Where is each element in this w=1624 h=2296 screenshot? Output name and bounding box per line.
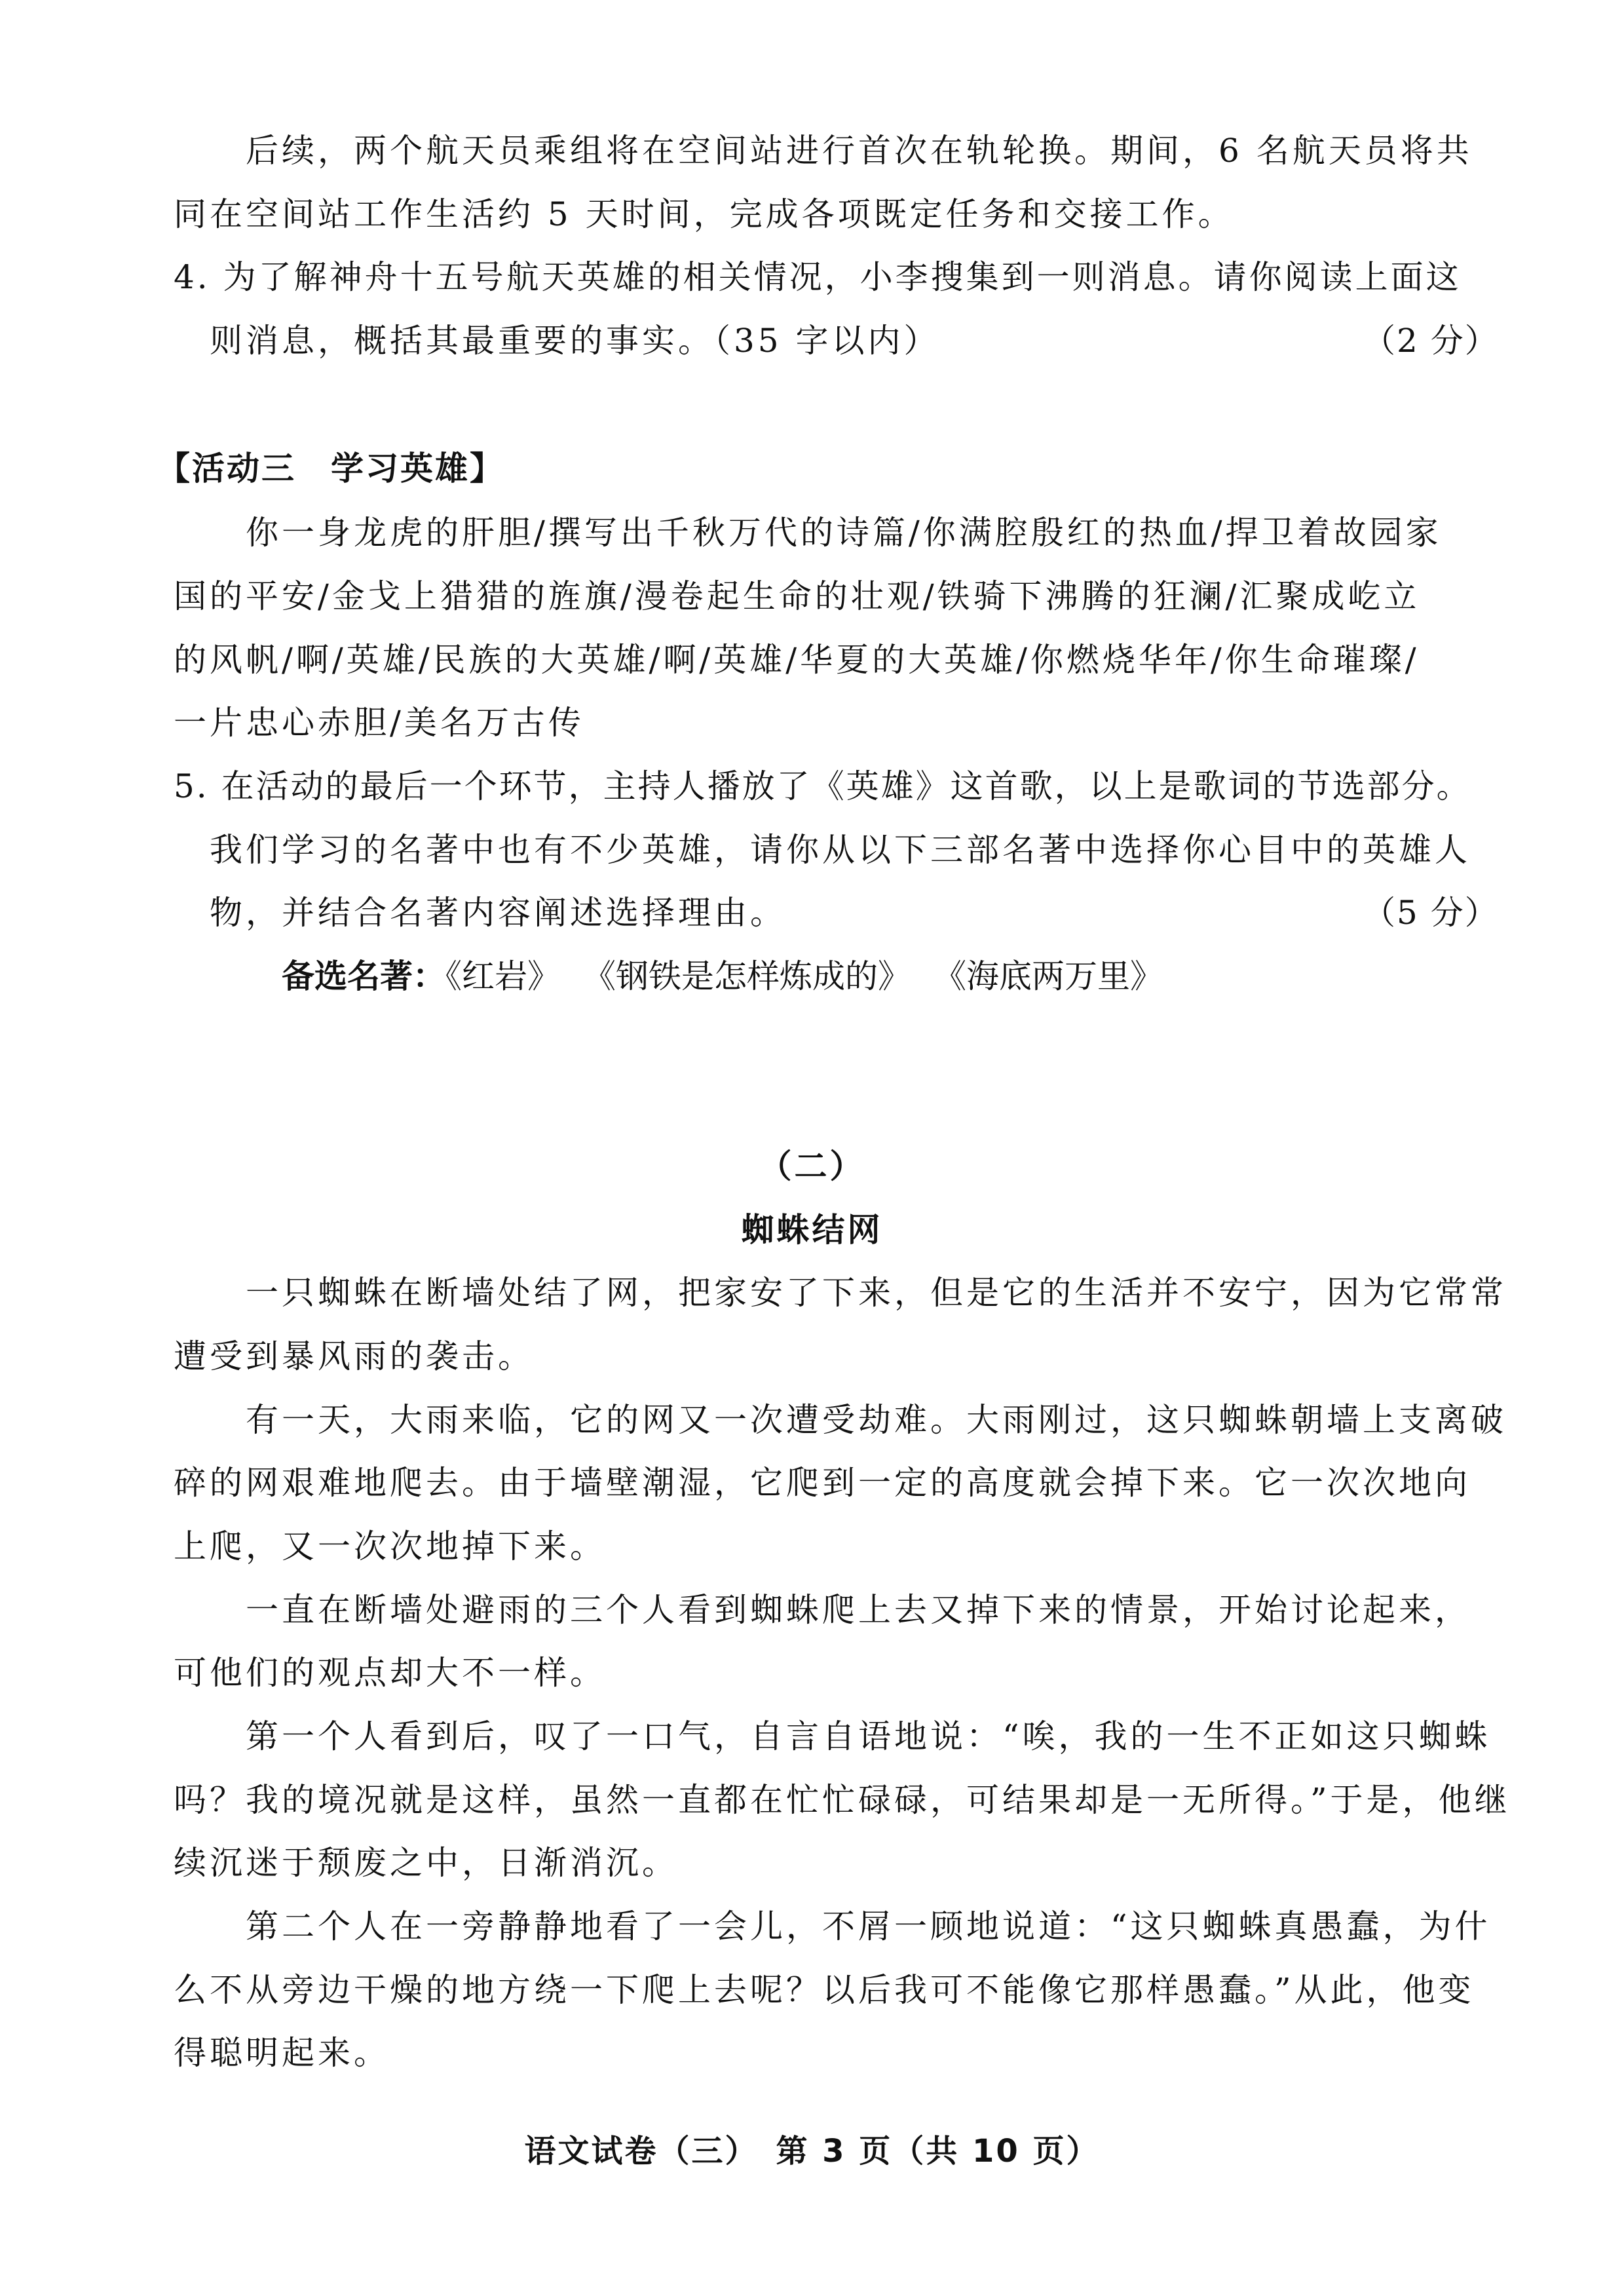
paragraph-line: 后续，两个航天员乘组将在空间站进行首次在轨轮换。期间，6 名航天员将共 (246, 132, 1473, 170)
paragraph-line: 同在空间站工作生活约 5 天时间，完成各项既定任务和交接工作。 (174, 195, 1234, 233)
story-line: 一直在断墙处避雨的三个人看到蜘蛛爬上去又掉下来的情景，开始讨论起来， (246, 1591, 1471, 1629)
story-line: 可他们的观点却大不一样。 (174, 1654, 606, 1692)
story-line: 上爬，又一次次地掉下来。 (174, 1527, 606, 1565)
story-line: 第一个人看到后，叹了一口气，自言自语地说：“唉，我的一生不正如这只蜘蛛 (246, 1717, 1491, 1755)
question-4-line: 4. 为了解神舟十五号航天英雄的相关情况，小李搜集到一则消息。请你阅读上面这 (174, 258, 1462, 296)
story-line: 碎的网艰难地爬去。由于墙壁潮湿，它爬到一定的高度就会掉下来。它一次次地向 (174, 1464, 1471, 1502)
story-line: 第二个人在一旁静静地看了一会儿，不屑一顾地说道：“这只蜘蛛真愚蠢，为什 (246, 1907, 1491, 1945)
question-5-line: 物，并结合名著内容阐述选择理由。 (210, 894, 786, 932)
story-line: 么不从旁边干燥的地方绕一下爬上去呢？以后我可不能像它那样愚蠢。”从此，他变 (174, 1971, 1475, 2009)
question-4-score: （2 分） (1363, 322, 1499, 360)
book-options (282, 953, 1202, 999)
story-line: 遭受到暴风雨的袭击。 (174, 1337, 534, 1375)
book-option: 《钢铁是怎样炼成的》 (599, 957, 911, 995)
book-option: 《红岩》 (445, 957, 560, 995)
page-footer: 语文试卷（三） 第 3 页（共 10 页） (524, 2133, 1100, 2170)
section-number: （二） (759, 1147, 865, 1185)
lyrics-line: 国的平安/金戈上猎猎的旌旗/漫卷起生命的壮观/铁骑下沸腾的狂澜/汇聚成屹立 (174, 577, 1420, 615)
story-line: 得聪明起来。 (174, 2034, 390, 2072)
lyrics-line: 你一身龙虎的肝胆/撰写出千秋万代的诗篇/你满腔殷红的热血/捍卫着故园家 (246, 514, 1442, 552)
activity-3-heading: 【活动三 学习英雄】 (157, 450, 504, 488)
question-5-line: 5. 在活动的最后一个环节，主持人播放了《英雄》这首歌，以上是歌词的节选部分。 (174, 767, 1471, 805)
question-5-line: 我们学习的名著中也有不少英雄，请你从以下三部名著中选择你心目中的英雄人 (210, 831, 1471, 869)
lyrics-line: 的风帆/啊/英雄/民族的大英雄/啊/英雄/华夏的大英雄/你燃烧华年/你生命璀璨/ (174, 641, 1420, 679)
book-options-label: 备选名著： (282, 957, 445, 995)
question-4-line: 则消息，概括其最重要的事实。（35 字以内） (210, 322, 940, 360)
question-5-score: （5 分） (1363, 894, 1499, 932)
story-line: 有一天，大雨来临，它的网又一次遭受劫难。大雨刚过，这只蜘蛛朝墙上支离破 (246, 1401, 1507, 1439)
section-title: 蜘蛛结网 (741, 1211, 883, 1249)
book-option: 《海底两万里》 (950, 957, 1163, 995)
story-line: 吗？我的境况就是这样，虽然一直都在忙忙碌碌，可结果却是一无所得。”于是，他继 (174, 1781, 1511, 1819)
lyrics-line: 一片忠心赤胆/美名万古传 (174, 704, 584, 742)
story-line: 一只蜘蛛在断墙处结了网，把家安了下来，但是它的生活并不安宁，因为它常常 (246, 1274, 1507, 1312)
story-line: 续沉迷于颓废之中，日渐消沉。 (174, 1844, 678, 1882)
